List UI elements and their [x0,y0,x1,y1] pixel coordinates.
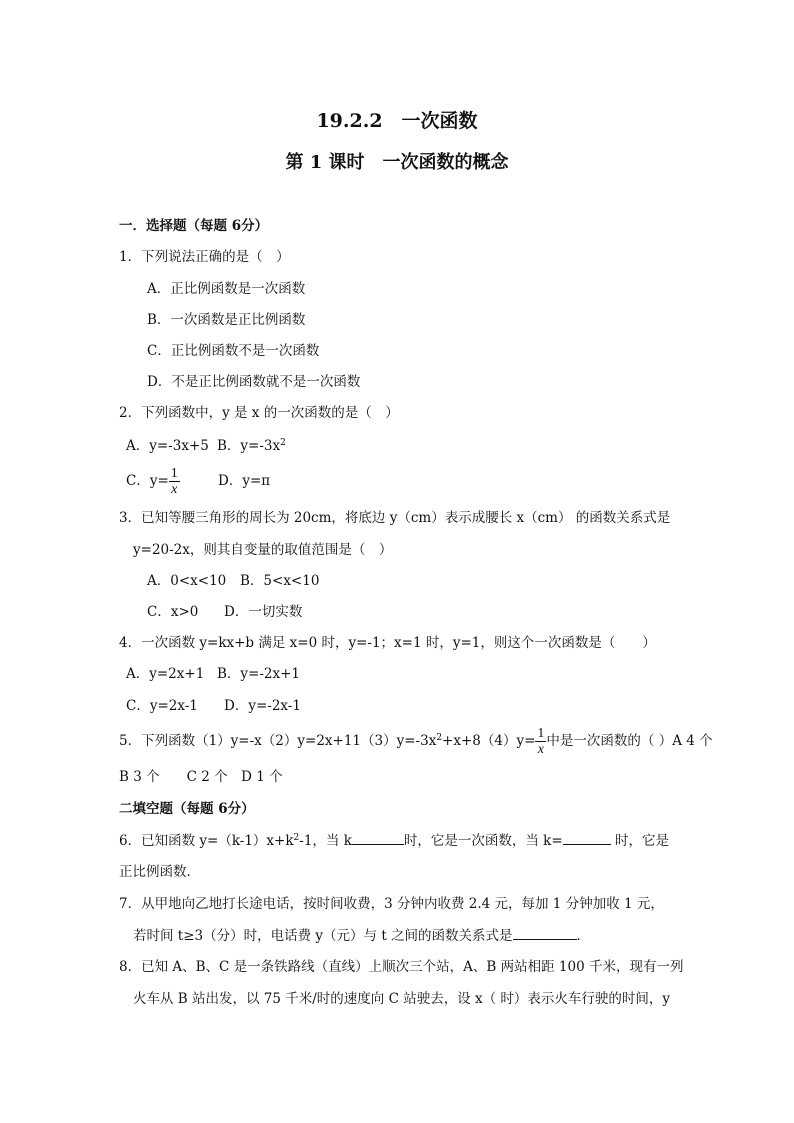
question-7-line1: 7．从甲地向乙地打长途电话，按时间收费，3 分钟内收费 2.4 元，每加 1 分钟加收 1 元， [119,896,664,912]
question-4-option-c: C．y=2x-1 [126,698,198,714]
question-2-stem: 2．下列函数中，y 是 x 的一次函数的是（ ） [119,405,399,421]
fraction-one-over-x: $\frac{1}{x}$ [537,726,545,757]
question-2-option-b: B．$y=-3x^2$ [217,438,286,454]
question-5-options: B 3 个 C 2 个 D 1 个 [119,769,283,785]
document-title: 19.2.2 一次函数 [316,110,478,132]
question-1-option-b: B．一次函数是正比例函数 [147,312,306,328]
question-1-option-d: D．不是正比例函数就不是一次函数 [147,374,361,390]
question-8-line2: 火车从 B 站出发，以 75 千米/时的速度向 C 站驶去，设 x（ 时）表示火车行驶的时间，y [133,991,671,1007]
question-3-option-c: C．x>0 [147,604,199,620]
answer-blank [352,832,404,845]
question-6-line1: 6．已知函数 $y=(k-1)x+k^2-1$，当 k 时，它是一次函数，当 k= 时，它是 [119,833,669,849]
question-2-option-c: C．y= $\frac{1}{x}$ [126,466,178,497]
question-5-stem: 5．下列函数$(1)y=-x(2)y=2x+11(3)y=-3x^2+x+8(4)y=$ $\frac{1}{x}$ 中是一次函数的（ ）A 4 个 [119,726,713,757]
question-1-option-c: C．正比例函数不是一次函数 [147,343,320,359]
question-1-stem: 1．下列说法正确的是（ ） [119,249,290,265]
answer-blank [513,927,577,940]
question-7-line2: 若时间 t≥3（分）时，电话费 y（元）与 t 之间的函数关系式是 ． [133,928,591,944]
section-heading-choice: 一．选择题（每题 6分） [119,218,269,234]
question-3-option-a: A．0<x<10 [147,573,227,589]
question-6-line2: 正比例函数． [119,864,200,880]
section-heading-fill: 二填空题（每题 6分） [119,801,255,817]
question-2-option-a: A．y=-3x+5 [126,438,209,454]
question-3-option-d: D．一切实数 [224,604,303,620]
question-2-option-d: D．y=π [218,473,271,489]
fraction-one-over-x: $\frac{1}{x}$ [170,466,178,497]
question-4-stem: 4．一次函数 y=kx+b 满足 x=0 时，y=-1；x=1 时，y=1，则这个一次函数是（ ） [119,635,656,651]
question-3-stem-cont: y=20-2x，则其自变量的取值范围是（ ） [133,542,393,558]
question-4-option-b: B．y=-2x+1 [217,666,301,682]
question-3-stem: 3．已知等腰三角形的周长为 20cm，将底边 y（cm）表示成腰长 x（cm） 的函数关系式是 [119,510,671,526]
question-3-option-b: B．5<x<10 [240,573,320,589]
answer-blank [563,832,611,845]
question-8-line1: 8．已知 A、B、C 是一条铁路线（直线）上顺次三个站，A、B 两站相距 100 千米，现有一列 [119,959,684,975]
document-subtitle: 第 1 课时 一次函数的概念 [285,152,509,173]
question-4-option-d: D．y=-2x-1 [224,698,301,714]
question-4-option-a: A．y=2x+1 [126,666,205,682]
question-1-option-a: A．正比例函数是一次函数 [147,281,306,297]
